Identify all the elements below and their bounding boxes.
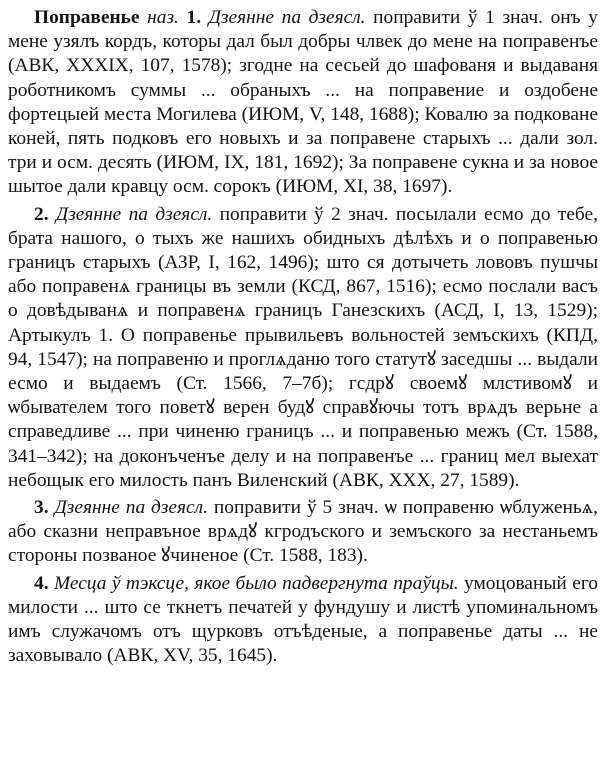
dictionary-sense-1 <box>8 6 598 200</box>
grammar-label: наз. <box>147 7 179 28</box>
dictionary-sense-2 <box>8 203 598 493</box>
sense-reference: поправити ў 1 знач. <box>373 7 543 28</box>
dictionary-sense-3 <box>8 496 598 569</box>
sense-citations: умоцованый его милости ... што се ткнетъ печатей у фундушу и листѣ упоминальномъ имъ служачомъ отъ щурковъ отъѣденые, а поправенье даты ... не заховывало (АВК, XV, 35, 1645). <box>8 572 598 667</box>
sense-definition: Месца ў тэксце, якое было падвергнута праўцы. <box>53 572 459 594</box>
sense-reference: поправити ў 2 знач. <box>219 203 389 225</box>
sense-citations: посылали есмо до тебе, брата нашого, о тыхъ же нашихъ обидныхъ дѣлѣхъ и о поправенью границъ старыхъ (АЗР, I, 162, 1496); што ся дотычеть лововъ пушчы або поправенѧ границы въ земли (КСД, 867, 1516); есмо послали васъ о довѣдыванѧ и поправенѧ границъ Ганезскихъ (АСД, I, 13, 1529); Артыкулъ 1. О поправенье прывильевъ вольностей земъскихъ (КПД, 94, 1547); на поправеню и проглѧданю того статутꙋ заседшы ... выдали есмо и выдаемъ (Ст. 1566, 7–7б); гсдрꙋ своемꙋ млстивомꙋ и ѡбывателем того поветꙋ верен будꙋ справꙋючы тотъ врѧдъ верьне а справедливе ... при чиненю границъ ... и поправенью межъ (Ст. 1588, 341–342); на доконъченъе делу и на поправенъе ... границ мел выехат небощык его милость панъ Виленский (АВК, XXX, 27, 1589). <box>8 203 598 491</box>
sense-number: 4. <box>34 572 49 594</box>
dictionary-sense-4 <box>8 572 598 669</box>
sense-number: 3. <box>34 497 49 519</box>
sense-reference: поправити ў 5 знач. <box>213 497 379 519</box>
sense-definition: Дзеянне па дзеясл. <box>54 497 208 519</box>
headword: Поправенье <box>34 7 140 28</box>
sense-number: 1. <box>186 7 202 28</box>
sense-citations: ѡ поправеню ѡблуженьѧ, або сказни неправъное врѧдꙋ кгродъского и земъского за нестаньемъ стороны позваное ꙋчиненое (Ст. 1588, 183). <box>8 497 598 567</box>
sense-number: 2. <box>34 203 49 225</box>
sense-definition: Дзеянне па дзеясл. <box>55 203 213 225</box>
sense-citations: онъ у мене узялъ кордъ, которы дал был добры члвек до мене на поправенъе (АВК, XXXIX, 107, 1578); згодне на сесьей до шафованя и выдаваня роботникомъ суммы ... обраныхъ ... на поправение и оздобене фортецыей места Могилева (ИЮМ, V, 148, 1688); Ковалю за подковане коней, пять подковъ его новыхъ и за поправене старыхъ ... дали зол. три и осм. десять (ИЮМ, IX, 181, 1692); За поправене сукна и за новое шытое дали кравцу осм. сорокъ (ИЮМ, XI, 38, 1697). <box>8 7 598 198</box>
sense-definition: Дзеянне па дзеясл. <box>208 7 366 28</box>
